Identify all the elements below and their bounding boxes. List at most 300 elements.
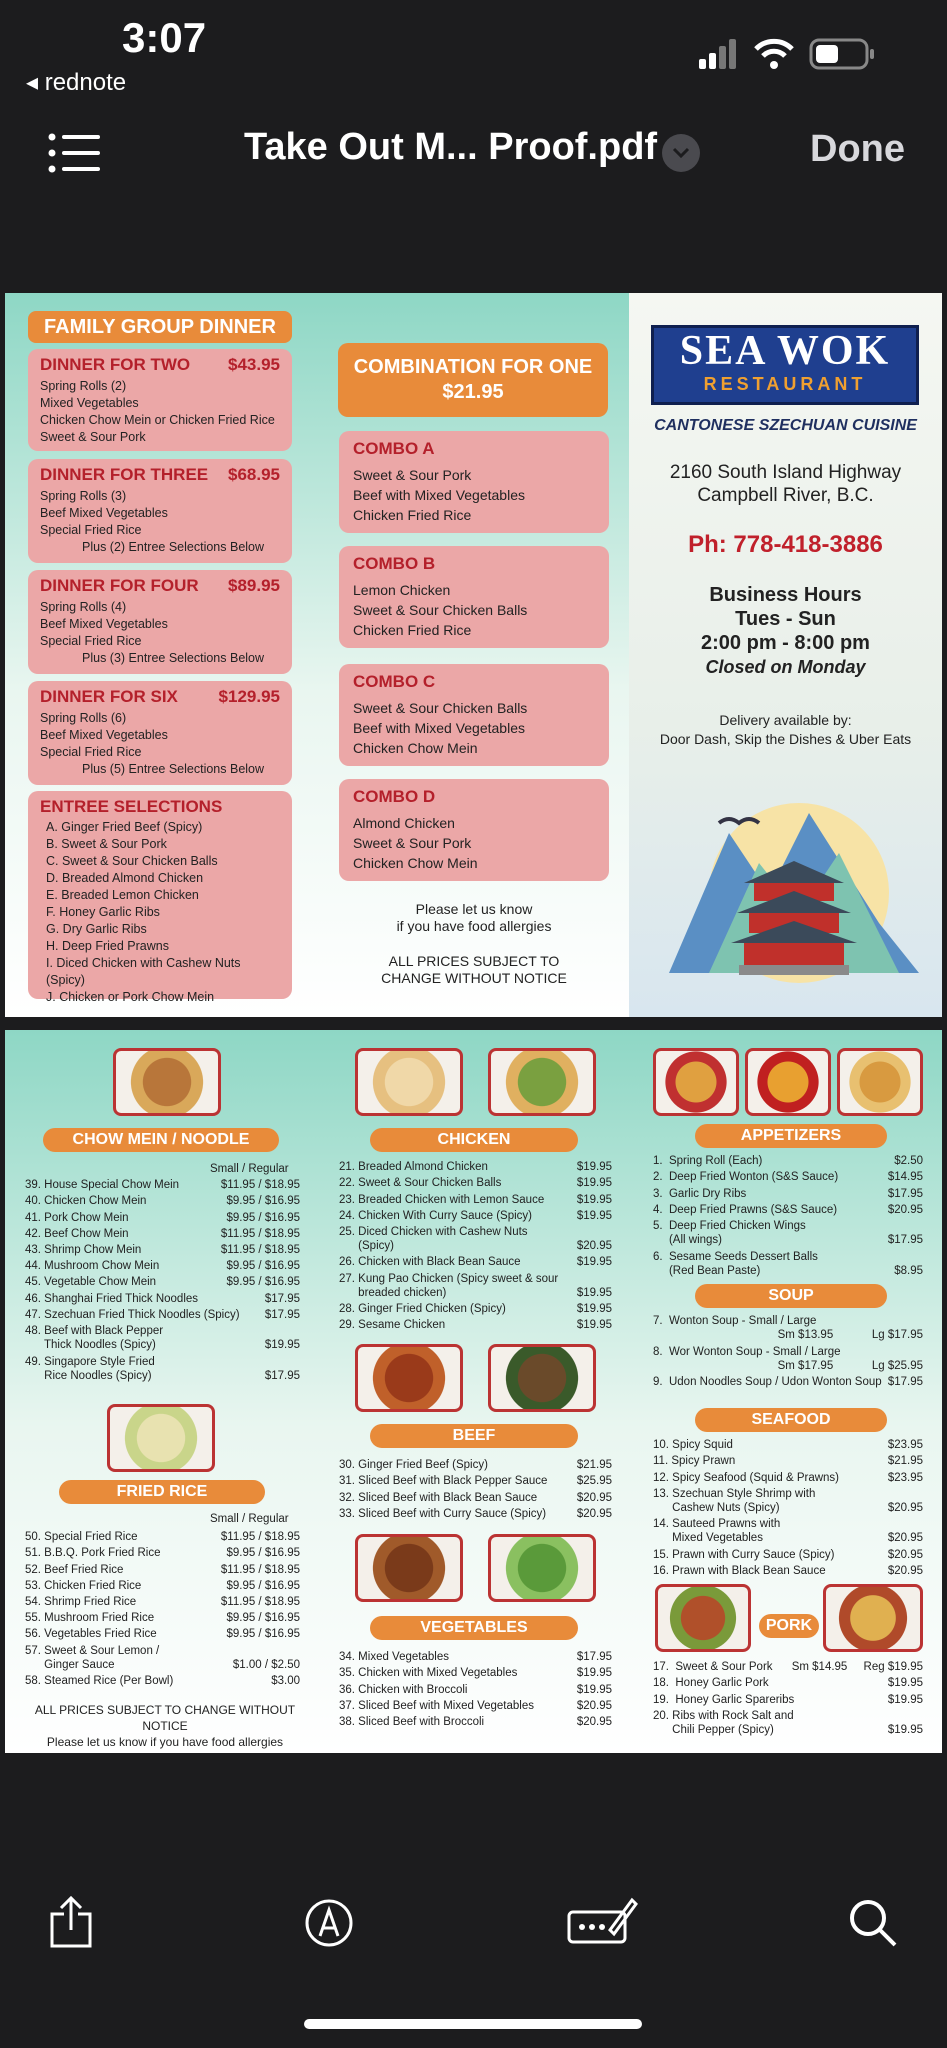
- size-header: [210, 1162, 300, 1176]
- notice-line-1: ALL PRICES SUBJECT TO: [388, 953, 560, 969]
- menu-item: [339, 1255, 612, 1269]
- fried-rice-title: FRIED RICE: [59, 1480, 265, 1504]
- menu-item: [339, 1507, 612, 1521]
- hours-days: Tues - Sun: [735, 608, 836, 630]
- menu-item-price: $20.95: [887, 1564, 923, 1577]
- entree-item: J. Chicken or Pork Chow Mein: [46, 990, 215, 1004]
- dinner-name: DINNER FOR FOUR: [40, 576, 199, 595]
- menu-item: [25, 1354, 300, 1382]
- combo-box: [339, 546, 609, 648]
- done-button[interactable]: Done: [810, 128, 905, 170]
- menu-item-name: 28. Ginger Fried Chicken (Spicy): [339, 1302, 506, 1315]
- markup-icon[interactable]: [304, 1898, 354, 1948]
- family-dinner-title: FAMILY GROUP DINNER: [28, 311, 292, 343]
- menu-item: [25, 1595, 300, 1609]
- menu-item-name: 29. Sesame Chicken: [339, 1319, 446, 1332]
- menu-item-price: $19.95: [887, 1677, 923, 1690]
- list-icon[interactable]: [48, 133, 100, 173]
- menu-item: [25, 1627, 300, 1641]
- vegetables-photo-2: [488, 1534, 596, 1602]
- menu-item: [653, 1186, 923, 1200]
- combo-item: Sweet & Sour Pork: [353, 835, 472, 851]
- menu-item-price: $25.95: [576, 1475, 612, 1488]
- dinner-item: Mixed Vegetables: [40, 396, 139, 410]
- menu-item-name: 40. Chicken Chow Mein: [25, 1195, 147, 1208]
- menu-item-name: 14. Sauteed Prawns with Mixed Vegetables: [653, 1518, 781, 1545]
- dinner-name: DINNER FOR THREE: [40, 465, 209, 484]
- dinner-item: Sweet & Sour Pork: [40, 430, 146, 444]
- menu-item-name: 27. Kung Pao Chicken (Spicy sweet & sour breaded chicken): [339, 1272, 559, 1299]
- combo-box: [339, 431, 609, 533]
- menu-item-price: $11.95 / $18.95: [220, 1243, 300, 1256]
- menu-item: [653, 1676, 923, 1690]
- combo-item: Sweet & Sour Chicken Balls: [353, 700, 528, 716]
- menu-item-price: $19.95: [576, 1256, 612, 1269]
- menu-item: [339, 1271, 612, 1299]
- menu-item: [25, 1579, 300, 1593]
- delivery-line-2: Door Dash, Skip the Dishes & Uber Eats: [659, 731, 912, 747]
- pagoda-illustration: [649, 773, 929, 993]
- menu-item-price: $9.95 / $16.95: [226, 1612, 300, 1625]
- combo-title: COMBINATION FOR ONE: [353, 356, 593, 378]
- pork-photo-2: [823, 1584, 923, 1652]
- logo-text: SEA WOK: [679, 328, 891, 374]
- menu-item-name: 45. Vegetable Chow Mein: [25, 1276, 157, 1289]
- footer-line-2: Please let us know if you have food allergies: [46, 1735, 284, 1749]
- menu-item-price: $19.95: [576, 1319, 612, 1332]
- menu-item-name: 17. Sweet & Sour Pork Sm $14.95: [653, 1661, 848, 1674]
- menu-item-name: 48. Beef with Black Pepper Thick Noodles (Spicy): [25, 1325, 164, 1352]
- entree-item: H. Deep Fried Prawns: [46, 939, 169, 953]
- menu-item-price: $19.95: [576, 1209, 612, 1222]
- form-fill-icon[interactable]: [566, 1896, 638, 1946]
- dinner-item: Beef Mixed Vegetables: [40, 506, 168, 520]
- entree-item: D. Breaded Almond Chicken: [46, 871, 204, 885]
- dinner-item: Special Fried Rice: [40, 634, 142, 648]
- allergy-line-2: if you have food allergies: [396, 918, 552, 934]
- combo-box: [339, 779, 609, 881]
- dinner-name: DINNER FOR TWO: [40, 355, 191, 374]
- menu-item-price: $21.95: [576, 1459, 612, 1472]
- menu-item-price: $19.95: [576, 1193, 612, 1206]
- menu-item-name: 34. Mixed Vegetables: [339, 1651, 449, 1664]
- menu-item-name: 58. Steamed Rice (Per Bowl): [25, 1674, 174, 1687]
- menu-item-name: 12. Spicy Seafood (Squid & Prawns): [653, 1471, 840, 1484]
- menu-item: [25, 1611, 300, 1625]
- wifi-icon: [753, 38, 795, 70]
- vegetables-title: VEGETABLES: [370, 1616, 578, 1640]
- menu-item: [339, 1192, 612, 1206]
- dinner-box: [28, 349, 292, 451]
- dinner-extra: Plus (3) Entree Selections Below: [82, 651, 265, 665]
- menu-item-name: 46. Shanghai Fried Thick Noodles: [25, 1292, 199, 1305]
- menu-item-name: 49. Singapore Style Fried Rice Noodles (Spicy): [25, 1355, 155, 1382]
- menu-item-price: $9.95 / $16.95: [226, 1195, 300, 1208]
- beef-title: BEEF: [370, 1424, 578, 1448]
- hours-title: Business Hours: [709, 584, 862, 606]
- menu-item: [339, 1490, 612, 1504]
- share-icon[interactable]: [48, 1896, 94, 1948]
- menu-item-name: 3. Garlic Dry Ribs: [653, 1187, 747, 1200]
- dinner-price: $89.95: [228, 576, 280, 595]
- combo-item: Lemon Chicken: [353, 582, 451, 598]
- menu-item-price: $17.95: [887, 1234, 923, 1247]
- chevron-down-icon[interactable]: [662, 134, 700, 172]
- menu-item-name: 26. Chicken with Black Bean Sauce: [339, 1256, 521, 1269]
- menu-item-price: $17.95: [887, 1375, 923, 1388]
- pork-title: PORK: [759, 1614, 819, 1638]
- menu-item: [25, 1243, 300, 1257]
- menu-item-name: 41. Pork Chow Mein: [25, 1211, 129, 1224]
- menu-item-name: 25. Diced Chicken with Cashew Nuts (Spicy): [339, 1226, 528, 1253]
- soup-title: SOUP: [695, 1284, 887, 1308]
- combo-name: COMBO A: [353, 439, 435, 458]
- seafood-title: SEAFOOD: [695, 1408, 887, 1432]
- appetizers-title: APPETIZERS: [695, 1124, 887, 1148]
- menu-item-name: 21. Breaded Almond Chicken: [339, 1161, 488, 1174]
- menu-item-name: 39. House Special Chow Mein: [25, 1179, 180, 1192]
- menu-item-price: $9.95 / $16.95: [226, 1628, 300, 1641]
- menu-item: [339, 1650, 612, 1664]
- menu-item-price: $20.95: [887, 1501, 923, 1514]
- menu-item-name: 22. Sweet & Sour Chicken Balls: [339, 1177, 502, 1190]
- menu-item-name: 20. Ribs with Rock Salt and Chili Pepper (Spicy): [653, 1709, 794, 1736]
- menu-item: [25, 1291, 300, 1305]
- dinner-item: Beef Mixed Vegetables: [40, 617, 168, 631]
- fried-rice-photo: [107, 1404, 215, 1472]
- menu-item: [339, 1176, 612, 1190]
- menu-item-price: $19.95: [576, 1667, 612, 1680]
- combo-name: COMBO C: [353, 672, 436, 691]
- menu-item-name: 36. Chicken with Broccoli: [339, 1683, 468, 1696]
- combo-name: COMBO D: [353, 787, 436, 806]
- menu-item: [653, 1517, 923, 1545]
- hours-time: 2:00 pm - 8:00 pm: [701, 632, 870, 654]
- dinner-price: $68.95: [228, 465, 280, 484]
- menu-item-name: 30. Ginger Fried Beef (Spicy): [339, 1459, 488, 1472]
- menu-item: [339, 1318, 612, 1332]
- notice-line-2: CHANGE WITHOUT NOTICE: [381, 970, 567, 986]
- menu-item-price: $2.50: [894, 1155, 923, 1168]
- menu-item: [653, 1344, 923, 1372]
- menu-item-name: 53. Chicken Fried Rice: [25, 1579, 142, 1592]
- phone: Ph: 778-418-3886: [688, 531, 883, 558]
- menu-item: [653, 1660, 923, 1674]
- pork-photo-1: [655, 1584, 751, 1652]
- menu-item-name: 1. Spring Roll (Each): [653, 1155, 763, 1168]
- menu-item-price: Lg $25.95: [871, 1359, 923, 1372]
- menu-item-price: $20.95: [576, 1491, 612, 1504]
- menu-item-price: $23.95: [887, 1439, 923, 1452]
- menu-item-name: 44. Mushroom Chow Mein: [25, 1260, 160, 1273]
- menu-item-price: $19.95: [264, 1339, 300, 1352]
- menu-item: [25, 1562, 300, 1576]
- menu-item-price: $17.95: [264, 1369, 300, 1382]
- menu-item: [339, 1302, 612, 1316]
- search-icon[interactable]: [848, 1898, 898, 1948]
- menu-item: [653, 1438, 923, 1452]
- footer-line-1: ALL PRICES SUBJECT TO CHANGE WITHOUT NOTICE: [34, 1703, 296, 1733]
- menu-item: [653, 1487, 923, 1515]
- menu-item-name: 16. Prawn with Black Bean Sauce: [653, 1564, 826, 1577]
- menu-item: [653, 1547, 923, 1561]
- vegetables-photo-1: [355, 1534, 463, 1602]
- menu-item: [25, 1308, 300, 1322]
- menu-item-price: $11.95 / $18.95: [220, 1563, 300, 1576]
- dinner-box: [28, 570, 292, 674]
- menu-item-name: 7. Wonton Soup - Small / Large Sm $13.95: [653, 1315, 834, 1342]
- dinner-box: [28, 681, 292, 785]
- business-hours: [629, 583, 942, 679]
- menu-item-name: 9. Udon Noodles Soup / Udon Wonton Soup: [653, 1375, 882, 1388]
- combo-item: Sweet & Sour Chicken Balls: [353, 602, 528, 618]
- menu-item: [339, 1474, 612, 1488]
- menu-item-name: 51. B.B.Q. Pork Fried Rice: [25, 1547, 161, 1560]
- menu-item-price: $19.95: [576, 1302, 612, 1315]
- menu-item: [339, 1666, 612, 1680]
- menu-item-price: $19.95: [576, 1683, 612, 1696]
- address-line-2: Campbell River, B.C.: [697, 485, 874, 506]
- menu-item: [339, 1699, 612, 1713]
- dinner-extra: Plus (2) Entree Selections Below: [82, 540, 265, 554]
- chicken-photo-1: [355, 1048, 463, 1116]
- pdf-page-2: [5, 1030, 942, 1753]
- entree-item: A. Ginger Fried Beef (Spicy): [46, 820, 203, 834]
- menu-item-name: 42. Beef Chow Mein: [25, 1227, 129, 1240]
- menu-item-name: 57. Sweet & Sour Lemon / Ginger Sauce: [25, 1644, 160, 1671]
- menu-item-price: $19.95: [576, 1161, 612, 1174]
- menu-item-price: $17.95: [576, 1651, 612, 1664]
- menu-item-price: $23.95: [887, 1471, 923, 1484]
- entree-item: G. Dry Garlic Ribs: [46, 922, 147, 936]
- menu-item: [653, 1692, 923, 1706]
- entree-title: ENTREE SELECTIONS: [40, 797, 223, 816]
- menu-item: [25, 1194, 300, 1208]
- status-time: 3:07: [122, 14, 207, 61]
- menu-item-price: $20.95: [887, 1532, 923, 1545]
- menu-item-name: 43. Shrimp Chow Mein: [25, 1243, 142, 1256]
- menu-item-name: 5. Deep Fried Chicken Wings (All wings): [653, 1220, 806, 1247]
- menu-item-price: $1.00 / $2.50: [232, 1658, 300, 1671]
- menu-item: [25, 1546, 300, 1560]
- combination-header: [338, 343, 608, 417]
- menu-item-price: $19.95: [887, 1723, 923, 1736]
- menu-item-name: 38. Sliced Beef with Broccoli: [339, 1715, 485, 1728]
- menu-item-price: $8.95: [894, 1264, 923, 1277]
- logo-subtext: RESTAURANT: [703, 374, 867, 394]
- menu-item-price: $19.95: [576, 1177, 612, 1190]
- dinner-name: DINNER FOR SIX: [40, 687, 178, 706]
- restaurant-info: [629, 293, 942, 1017]
- appetizer-photo-3: [837, 1048, 923, 1116]
- combo-item: Beef with Mixed Vegetables: [353, 720, 525, 736]
- menu-item-price: $20.95: [576, 1240, 612, 1253]
- menu-item-price: $17.95: [887, 1187, 923, 1200]
- combo-price: $21.95: [442, 381, 504, 403]
- menu-item: [653, 1454, 923, 1468]
- menu-item-price: $20.95: [887, 1203, 923, 1216]
- menu-item-price: Reg $19.95: [863, 1661, 923, 1674]
- menu-item-name: 24. Chicken With Curry Sauce (Spicy): [339, 1209, 533, 1222]
- menu-item-name: 32. Sliced Beef with Black Bean Sauce: [339, 1491, 538, 1504]
- menu-item: [339, 1458, 612, 1472]
- menu-item-name: 56. Vegetables Fried Rice: [25, 1628, 157, 1641]
- document-title[interactable]: Take Out M... Proof.pdf: [244, 126, 658, 168]
- menu-item: [339, 1160, 612, 1174]
- dinner-price: $43.95: [228, 355, 280, 374]
- allergy-line-1: Please let us know: [415, 901, 533, 917]
- dinner-item: Spring Rolls (6): [40, 711, 127, 725]
- menu-item-name: 23. Breaded Chicken with Lemon Sauce: [339, 1193, 545, 1206]
- menu-item: [653, 1470, 923, 1484]
- menu-item-name: 35. Chicken with Mixed Vegetables: [339, 1667, 518, 1680]
- menu-item: [653, 1154, 923, 1168]
- entree-item: E. Breaded Lemon Chicken: [46, 888, 199, 902]
- dinner-price: $129.95: [218, 687, 280, 706]
- appetizer-photo-2: [745, 1048, 831, 1116]
- combo-item: Chicken Fried Rice: [353, 507, 472, 523]
- size-header-text: Small / Regular: [210, 1163, 289, 1175]
- dinner-item: Spring Rolls (2): [40, 379, 127, 393]
- address-line-1: 2160 South Island Highway: [669, 462, 902, 483]
- menu-item-price: $9.95 / $16.95: [226, 1276, 300, 1289]
- entree-selections-box: [28, 791, 292, 1004]
- combo-item: Chicken Fried Rice: [353, 622, 472, 638]
- menu-item-name: 13. Szechuan Style Shrimp with Cashew Nuts (Spicy): [653, 1487, 816, 1514]
- delivery-line-1: Delivery available by:: [719, 712, 852, 728]
- menu-item-price: $19.95: [887, 1693, 923, 1706]
- menu-item-price: $9.95 / $16.95: [226, 1260, 300, 1273]
- menu-item: [339, 1682, 612, 1696]
- menu-item-price: $17.95: [264, 1292, 300, 1305]
- menu-item-price: Lg $17.95: [871, 1329, 923, 1342]
- menu-item-price: $9.95 / $16.95: [226, 1547, 300, 1560]
- menu-item-price: $9.95 / $16.95: [226, 1211, 300, 1224]
- dinner-item: Special Fried Rice: [40, 745, 142, 759]
- menu-item: [25, 1227, 300, 1241]
- menu-item: [339, 1225, 612, 1253]
- allergy-note: [339, 901, 609, 987]
- cuisine: CANTONESE SZECHUAN CUISINE: [654, 417, 917, 434]
- menu-item: [25, 1275, 300, 1289]
- dinner-item: Beef Mixed Vegetables: [40, 728, 168, 742]
- menu-item-price: $17.95: [264, 1308, 300, 1321]
- signal-icon: [699, 39, 739, 69]
- menu-item: [653, 1564, 923, 1578]
- menu-item-price: $11.95 / $18.95: [220, 1595, 300, 1608]
- home-indicator: [304, 2019, 642, 2029]
- menu-item-price: $20.95: [576, 1715, 612, 1728]
- dinner-item: Spring Rolls (4): [40, 600, 127, 614]
- menu-item-price: $9.95 / $16.95: [226, 1579, 300, 1592]
- menu-item-name: 47. Szechuan Fried Thick Noodles (Spicy): [25, 1308, 240, 1321]
- menu-item-name: 52. Beef Fried Rice: [25, 1563, 124, 1576]
- menu-item: [339, 1715, 612, 1729]
- menu-item: [653, 1375, 923, 1389]
- status-icons: [699, 38, 875, 70]
- delivery-note: [629, 711, 942, 749]
- menu-item: [25, 1674, 300, 1688]
- menu-item-name: 37. Sliced Beef with Mixed Vegetables: [339, 1699, 534, 1712]
- combo-item: Almond Chicken: [353, 815, 455, 831]
- pdf-page-1: [5, 293, 942, 1017]
- closed-day: Closed on Monday: [705, 657, 866, 677]
- size-header: [210, 1512, 300, 1526]
- entree-item: C. Sweet & Sour Chicken Balls: [46, 854, 218, 868]
- menu-item-name: 33. Sliced Beef with Curry Sauce (Spicy): [339, 1507, 547, 1520]
- menu-item: [25, 1178, 300, 1192]
- menu-item: [653, 1249, 923, 1277]
- menu-item-price: $11.95 / $18.95: [220, 1179, 300, 1192]
- menu-item: [25, 1210, 300, 1224]
- menu-item-name: 15. Prawn with Curry Sauce (Spicy): [653, 1548, 835, 1561]
- combo-name: COMBO B: [353, 554, 436, 573]
- menu-item: [25, 1324, 300, 1352]
- menu-item-price: $3.00: [271, 1674, 300, 1687]
- entree-item: B. Sweet & Sour Pork: [46, 837, 167, 851]
- size-header-text: Small / Regular: [210, 1513, 289, 1525]
- back-to-app-link[interactable]: ◂ rednote: [26, 69, 127, 96]
- dinner-box: [28, 459, 292, 563]
- menu-item: [653, 1170, 923, 1184]
- menu-item-name: 6. Sesame Seeds Dessert Balls (Red Bean Paste): [653, 1250, 818, 1277]
- menu-item: [653, 1219, 923, 1247]
- menu-item-price: $20.95: [576, 1507, 612, 1520]
- menu-item-name: 31. Sliced Beef with Black Pepper Sauce: [339, 1475, 548, 1488]
- menu-item-name: 50. Special Fried Rice: [25, 1531, 138, 1544]
- menu-item-name: 10. Spicy Squid: [653, 1439, 733, 1452]
- menu-item-name: 11. Spicy Prawn: [653, 1455, 736, 1468]
- restaurant-logo: [651, 325, 919, 405]
- menu-item-price: $19.95: [576, 1286, 612, 1299]
- menu-item: [653, 1314, 923, 1342]
- menu-item: [339, 1209, 612, 1223]
- menu-item-name: 54. Shrimp Fried Rice: [25, 1595, 137, 1608]
- chicken-photo-2: [488, 1048, 596, 1116]
- menu-item-price: $14.95: [887, 1171, 923, 1184]
- chicken-title: CHICKEN: [370, 1128, 578, 1152]
- menu-item-price: $11.95 / $18.95: [220, 1227, 300, 1240]
- entree-item: F. Honey Garlic Ribs: [46, 905, 160, 919]
- menu-item-name: 55. Mushroom Fried Rice: [25, 1612, 155, 1625]
- beef-photo-1: [355, 1344, 463, 1412]
- entree-item: I. Diced Chicken with Cashew Nuts (Spicy): [46, 956, 241, 987]
- dinner-extra: Plus (5) Entree Selections Below: [82, 762, 265, 776]
- dinner-item: Chicken Chow Mein or Chicken Fried Rice: [40, 413, 275, 427]
- beef-photo-2: [488, 1344, 596, 1412]
- appetizer-photo-1: [653, 1048, 739, 1116]
- menu-item-name: 2. Deep Fried Wonton (S&S Sauce): [653, 1171, 839, 1184]
- menu-item: [25, 1259, 300, 1273]
- footer-note: [15, 1702, 315, 1750]
- menu-item-name: 18. Honey Garlic Pork: [653, 1677, 769, 1690]
- menu-item: [653, 1709, 923, 1737]
- address: [629, 461, 942, 507]
- menu-item-price: $20.95: [887, 1548, 923, 1561]
- dinner-item: Special Fried Rice: [40, 523, 142, 537]
- menu-item-name: 19. Honey Garlic Spareribs: [653, 1693, 795, 1706]
- menu-item-name: 8. Wor Wonton Soup - Small / Large Sm $17.95: [653, 1345, 841, 1372]
- chow-mein-title: CHOW MEIN / NOODLE: [43, 1128, 279, 1152]
- dinner-item: Spring Rolls (3): [40, 489, 127, 503]
- menu-item-price: $20.95: [576, 1699, 612, 1712]
- chow-mein-photo: [113, 1048, 221, 1116]
- menu-item-price: $21.95: [887, 1455, 923, 1468]
- combo-item: Chicken Chow Mein: [353, 740, 478, 756]
- combo-box: [339, 664, 609, 766]
- combo-item: Sweet & Sour Pork: [353, 467, 472, 483]
- combo-item: Beef with Mixed Vegetables: [353, 487, 525, 503]
